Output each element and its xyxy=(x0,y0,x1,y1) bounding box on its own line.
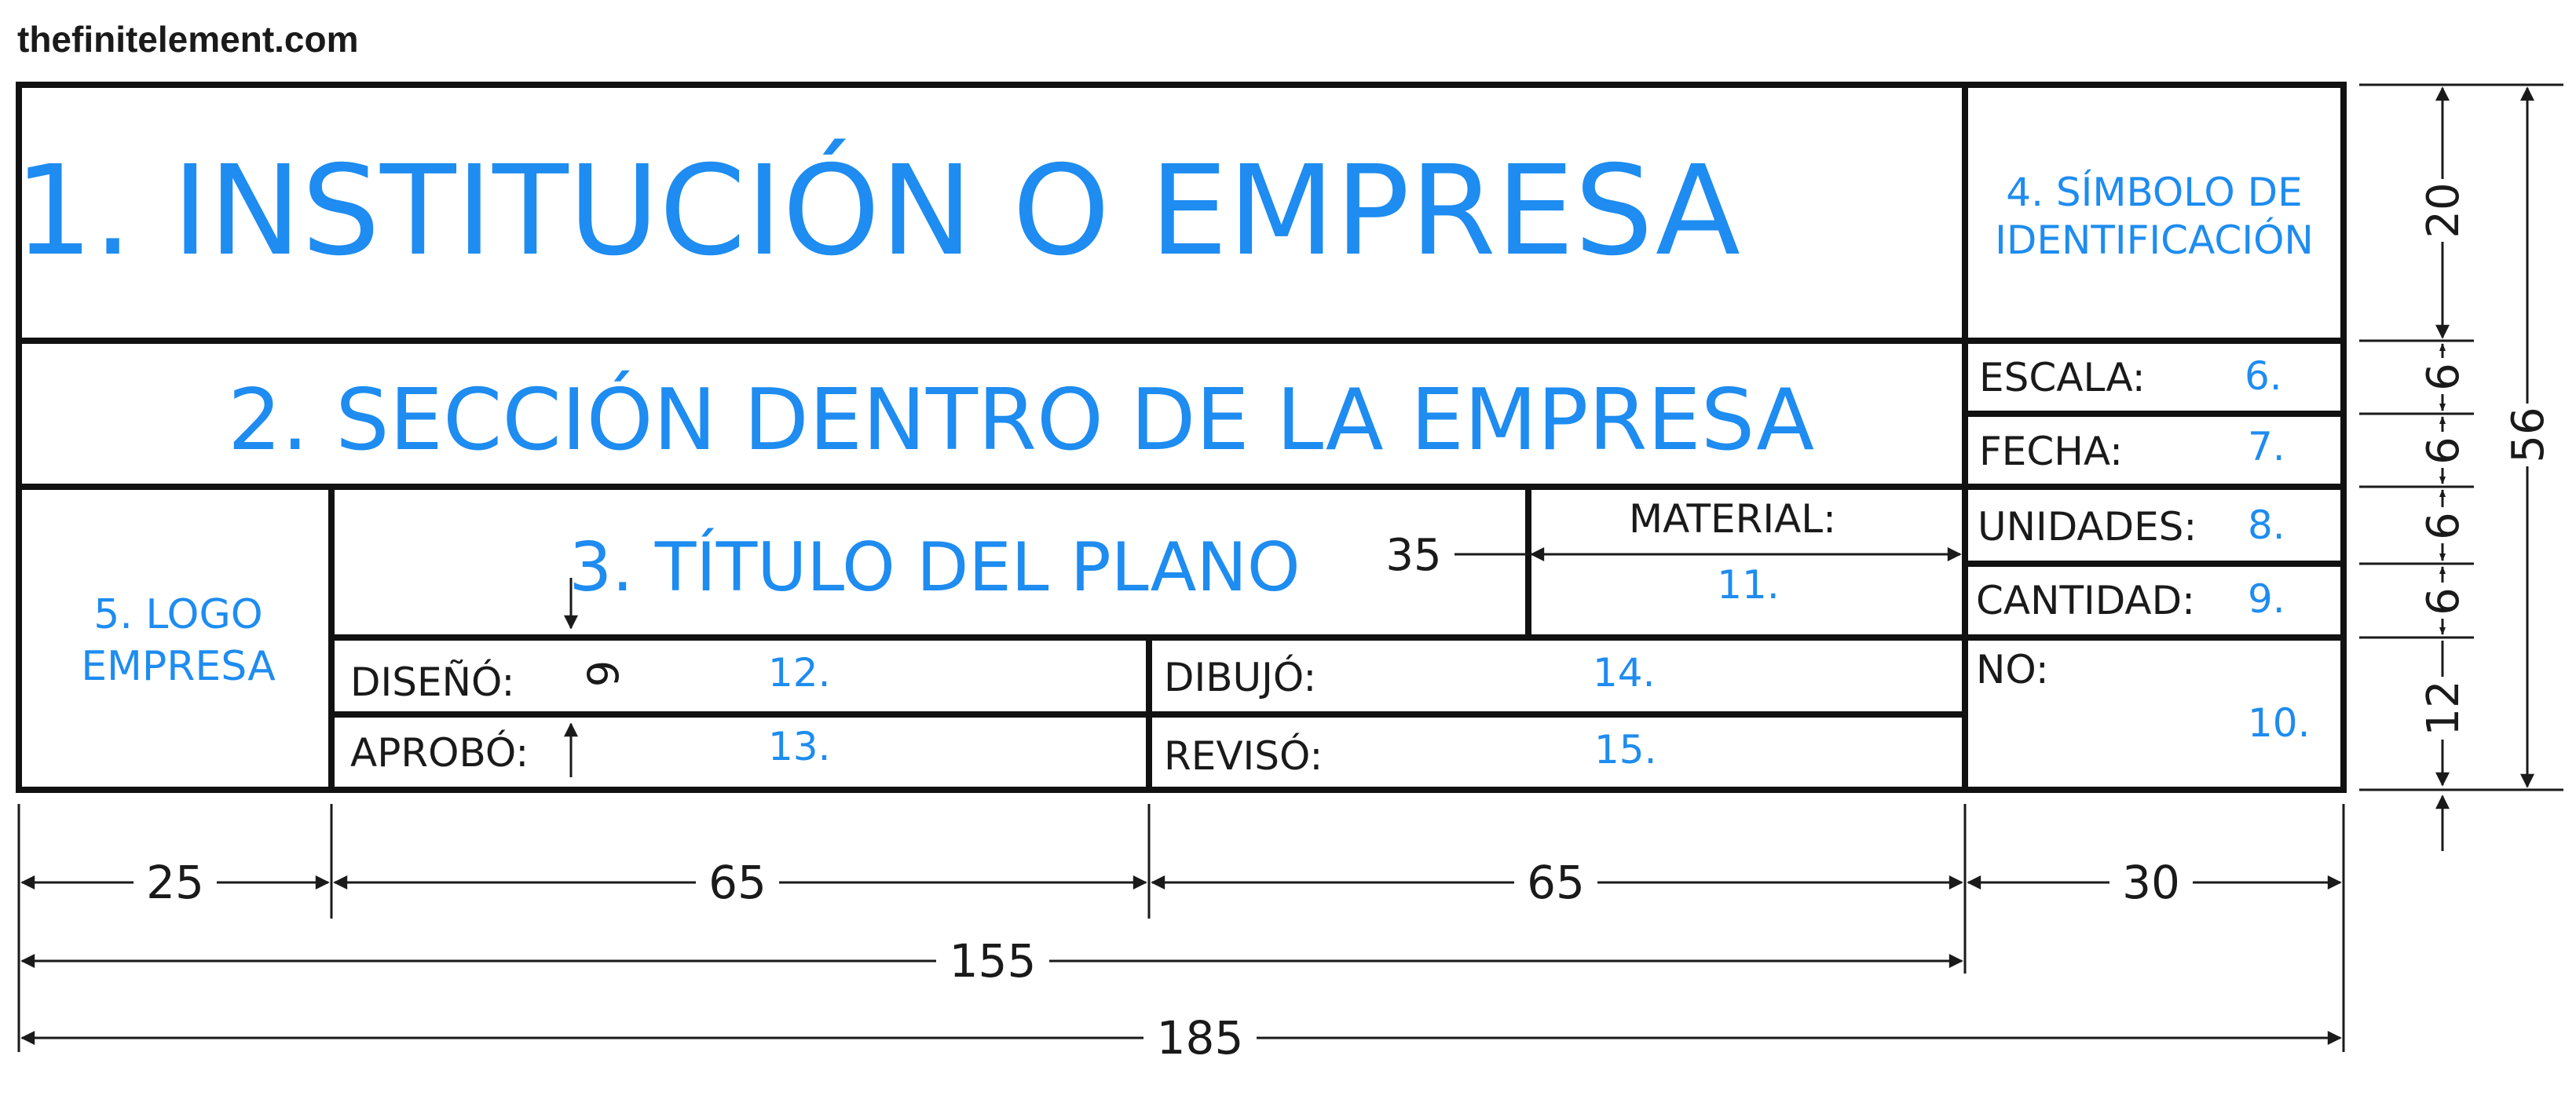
material-dim-label: 35 xyxy=(1385,530,1442,581)
symbol-line-2: IDENTIFICACIÓN xyxy=(1995,217,2314,263)
cantidad-value: 9. xyxy=(2248,576,2285,622)
no-label: NO: xyxy=(1976,647,2049,692)
section-name: 2. SECCIÓN DENTRO DE LA EMPRESA xyxy=(227,371,1815,469)
aprobo-value: 13. xyxy=(768,724,831,769)
reviso-value: 15. xyxy=(1594,727,1657,773)
dim-label-6c: 6 xyxy=(2418,512,2469,540)
aprobo-label: APROBÓ: xyxy=(350,730,529,776)
no-value: 10. xyxy=(2248,700,2311,746)
site-label[interactable]: thefinitelement.com xyxy=(17,19,359,60)
dim-label-6b: 6 xyxy=(2418,437,2469,465)
dim-label-25: 25 xyxy=(146,856,204,909)
dim-label-6a: 6 xyxy=(2418,363,2469,391)
reviso-label: REVISÓ: xyxy=(1164,733,1323,779)
company-name: 1. INSTITUCIÓN O EMPRESA xyxy=(14,139,1740,283)
logo-line-2: EMPRESA xyxy=(81,643,276,690)
material-label: MATERIAL: xyxy=(1629,496,1836,542)
diseno-value: 12. xyxy=(768,650,831,696)
diseno-label: DISEÑÓ: xyxy=(350,659,515,705)
unidades-label: UNIDADES: xyxy=(1978,504,2197,550)
unidades-value: 8. xyxy=(2248,502,2285,548)
material-value: 11. xyxy=(1717,562,1780,608)
dim-label-6d: 6 xyxy=(2418,587,2469,616)
escala-value: 6. xyxy=(2245,353,2282,399)
dim-label-20: 20 xyxy=(2418,182,2469,239)
cantidad-label: CANTIDAD: xyxy=(1976,578,2195,623)
dim-label-65b: 65 xyxy=(1527,856,1585,909)
dim-label-56: 56 xyxy=(2503,407,2554,463)
dibujo-value: 14. xyxy=(1593,650,1656,696)
dim-label-30: 30 xyxy=(2122,856,2180,909)
logo-line-1: 5. LOGO xyxy=(93,591,263,638)
dim-label-155: 155 xyxy=(949,934,1037,988)
dim-label-185: 185 xyxy=(1156,1011,1244,1065)
dibujo-label: DIBUJÓ: xyxy=(1164,655,1317,700)
row-dim-label: 6 xyxy=(577,659,627,688)
symbol-line-1: 4. SÍMBOLO DE xyxy=(2006,170,2303,215)
escala-label: ESCALA: xyxy=(1979,355,2146,400)
drawing-title: 3. TÍTULO DEL PLANO xyxy=(569,528,1301,607)
fecha-value: 7. xyxy=(2248,424,2285,469)
dim-label-12: 12 xyxy=(2418,680,2469,736)
fecha-label: FECHA: xyxy=(1979,429,2124,474)
dim-label-65a: 65 xyxy=(708,856,767,909)
